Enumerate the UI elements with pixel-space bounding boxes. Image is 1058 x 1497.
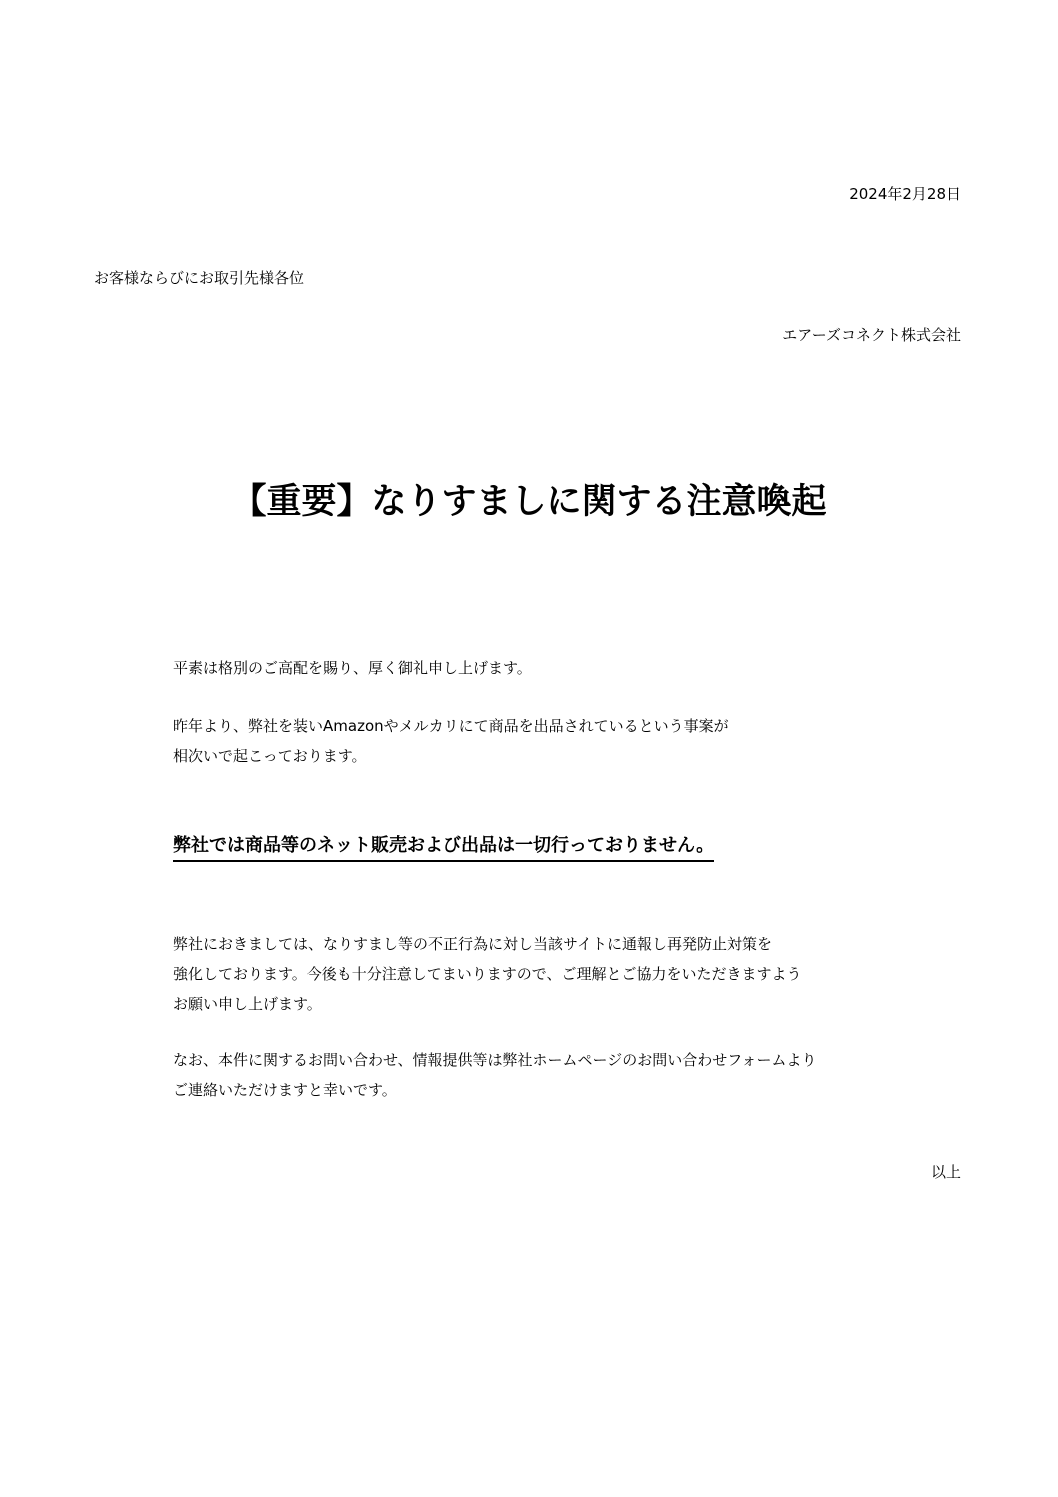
- paragraph-line: お願い申し上げます。: [173, 995, 322, 1013]
- paragraph-line: 相次いで起こっております。: [173, 747, 367, 765]
- paragraph-line: なお、本件に関するお問い合わせ、情報提供等は弊社ホームページのお問い合わせフォームより: [173, 1051, 817, 1069]
- paragraph-greeting: [173, 653, 532, 683]
- paragraph-incident: [173, 711, 729, 771]
- paragraph-line: 昨年より、弊社を装いAmazonやメルカリにて商品を出品されているという事案が: [173, 717, 729, 735]
- paragraph-line: 強化しております。今後も十分注意してまいりますので、ご理解とご協力をいただきますよう: [173, 965, 802, 983]
- emphasis-statement: 弊社では商品等のネット販売および出品は一切行っておりません。: [173, 832, 714, 862]
- paragraph-line: 弊社におきましては、なりすまし等の不正行為に対し当該サイトに通報し再発防止対策を: [173, 935, 772, 953]
- sender-company: エアーズコネクト株式会社: [782, 326, 961, 344]
- paragraph-line: ご連絡いただけますと幸いです。: [173, 1081, 397, 1099]
- paragraph-contact: [173, 1045, 817, 1105]
- document-date: 2024年2月28日: [849, 185, 961, 203]
- paragraph-line: 平素は格別のご高配を賜り、厚く御礼申し上げます。: [173, 659, 532, 677]
- paragraph-measures: [173, 929, 802, 1019]
- closing-remark: 以上: [930, 1163, 961, 1181]
- page-title: 【重要】なりすましに関する注意喚起: [231, 482, 827, 522]
- recipient-line: お客様ならびにお取引先様各位: [94, 269, 305, 287]
